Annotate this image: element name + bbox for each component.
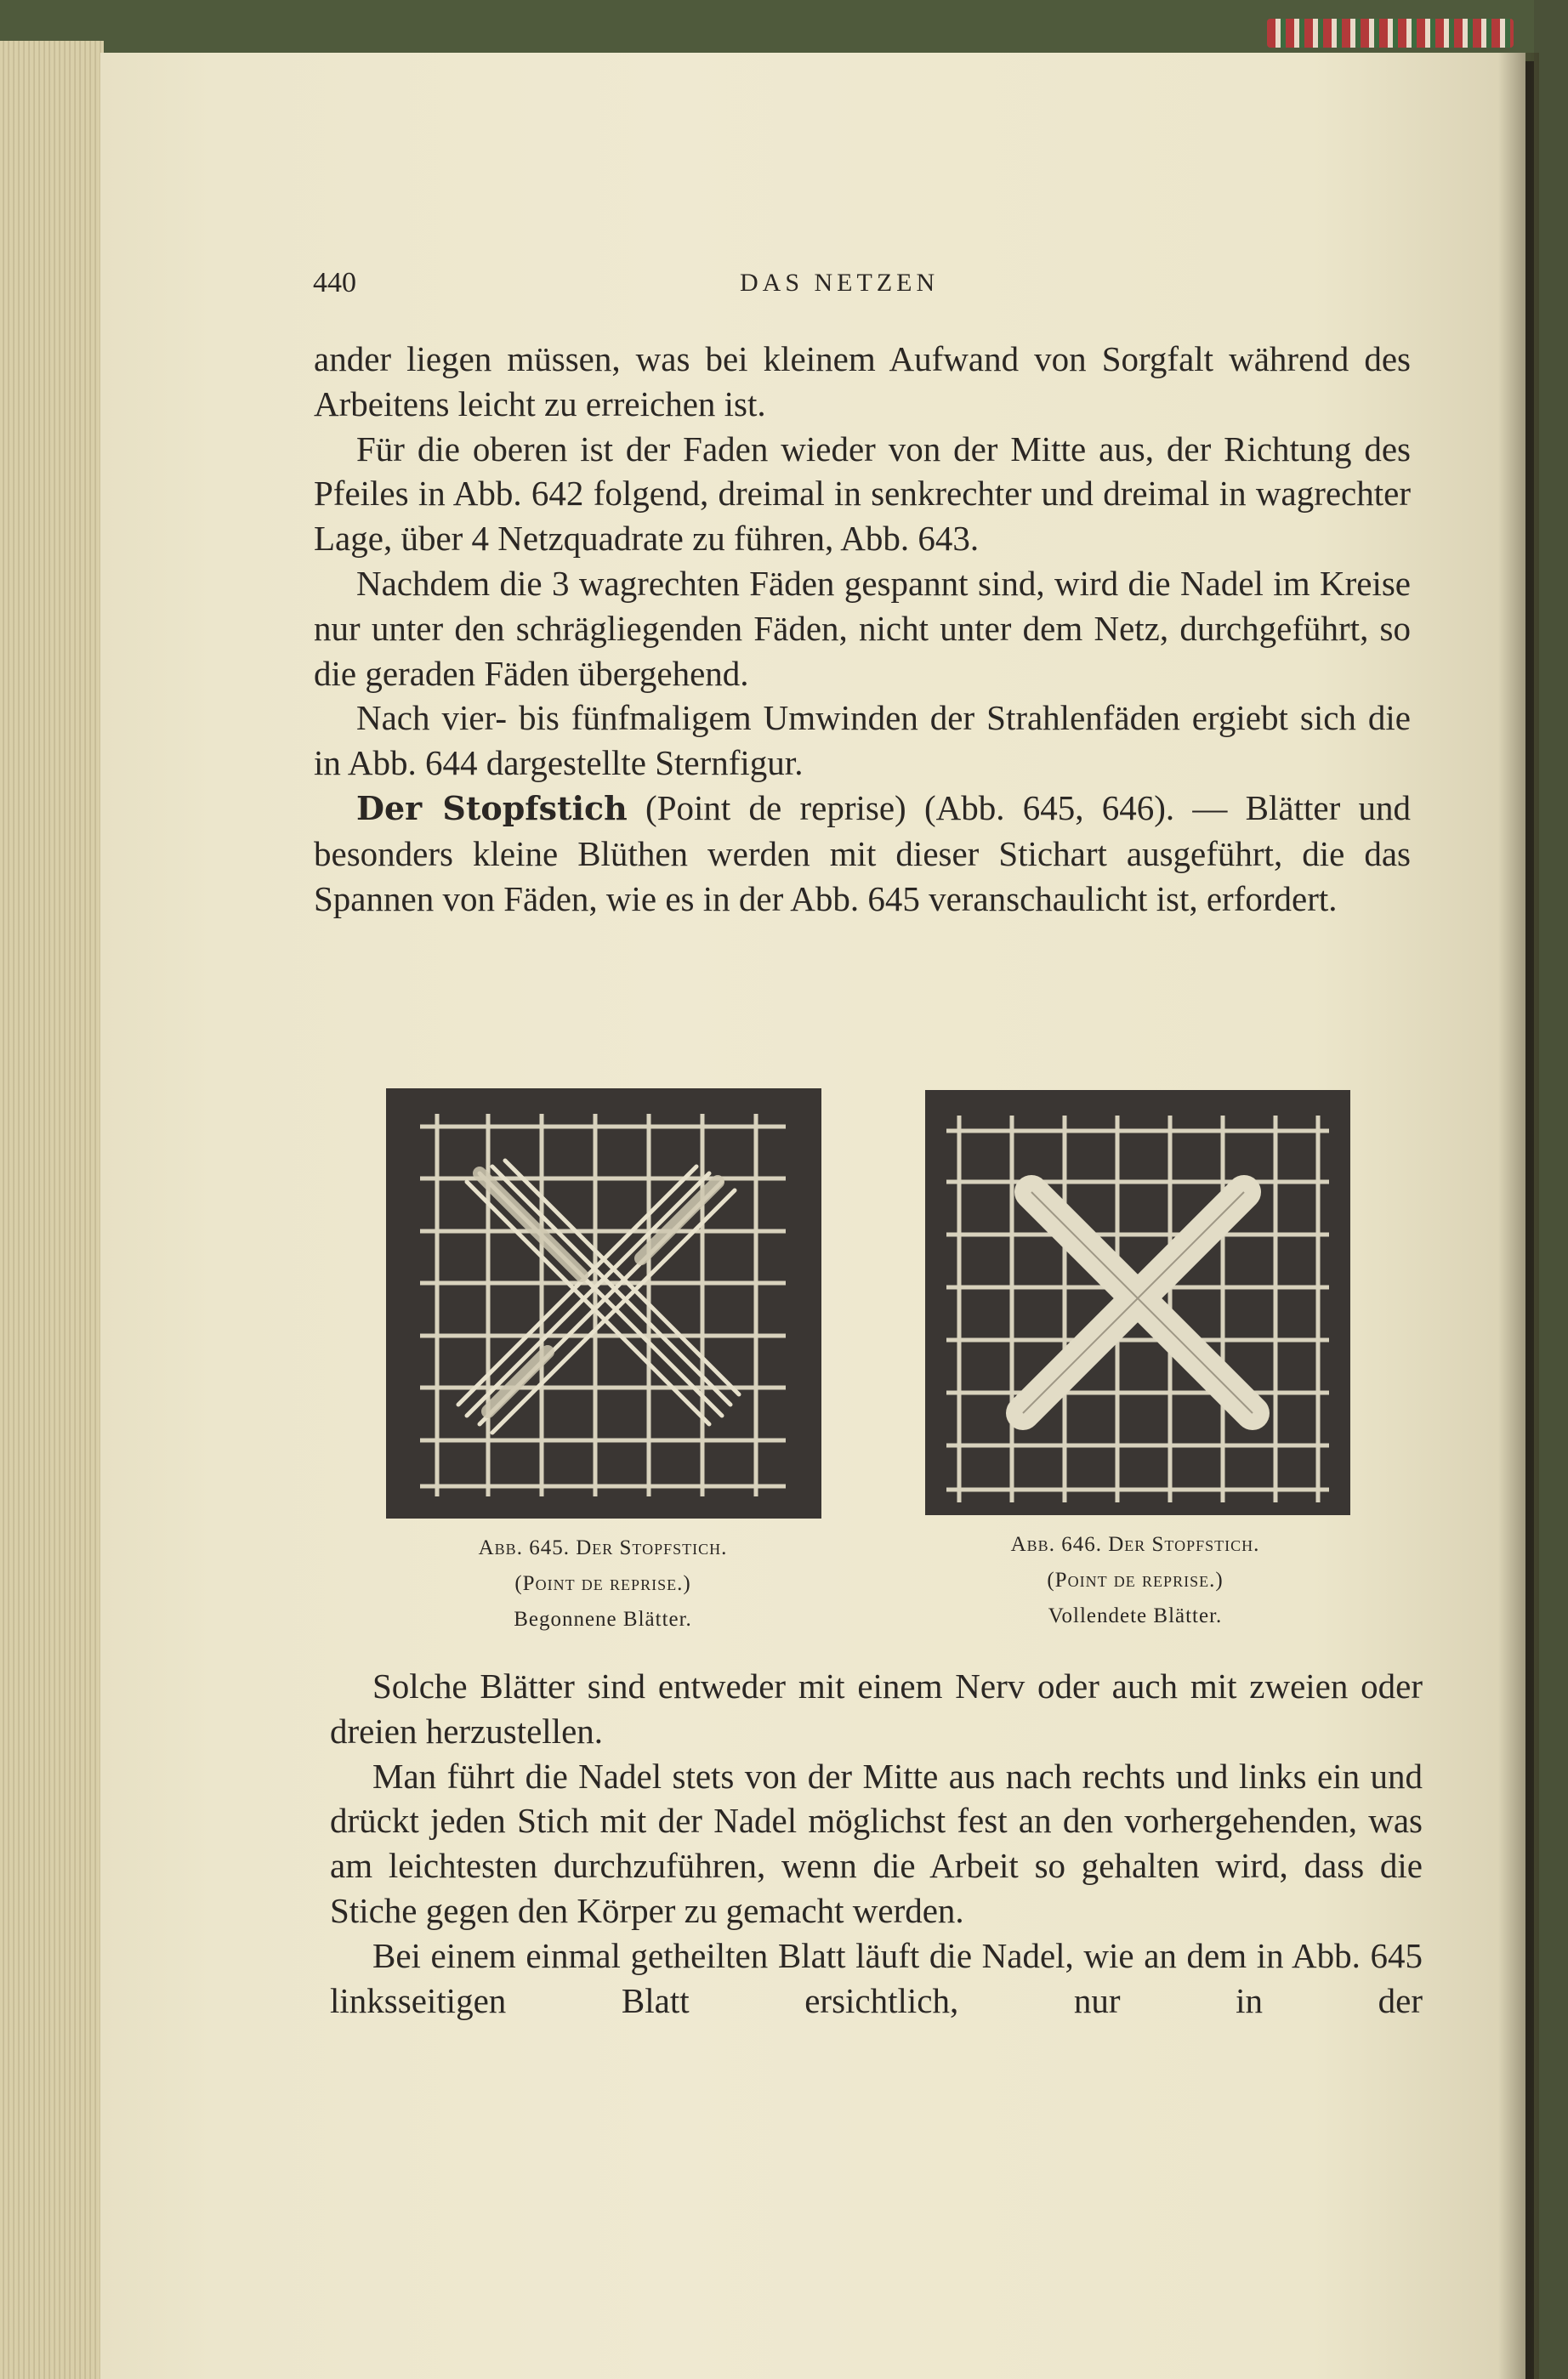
paragraph: ander liegen müssen, was bei kleinem Aufwand von Sorgfalt während des Arbeitens leicht zu erreichen ist.: [314, 339, 1411, 423]
gutter-shadow: [1498, 53, 1539, 2379]
caption-label: Abb. 645. Der Stopfstich.: [478, 1536, 728, 1559]
figure-645-illustration: [386, 1088, 821, 1519]
chapter-title: DAS NETZEN: [740, 269, 940, 297]
running-head: [313, 267, 1418, 301]
caption-sublabel: (Point de reprise.): [1047, 1569, 1224, 1592]
figure-646-caption: [901, 1527, 1369, 1634]
body-text-bottom: [330, 1664, 1423, 2023]
body-text-top: [314, 337, 1411, 921]
page-stack-edge: [0, 41, 104, 2379]
stopfstich-text: (Point de reprise) (Abb. 645, 646). — Blätter und besonders kleine Blüthen werden mit dieser Stichart ausgeführt, die das Spannen von Fäden, wie es in der Abb. 645 veranschaulicht ist, erfordert.: [314, 787, 1411, 918]
section-heading: Der Stopfstich: [356, 788, 628, 827]
caption-sublabel: (Point de reprise.): [514, 1572, 691, 1595]
bookmark-ribbon: [1267, 19, 1514, 48]
figure-645-caption: [369, 1530, 837, 1638]
paragraph: Für die oberen ist der Faden wieder von der Mitte aus, der Richtung des Pfeiles in Abb. 642 folgend, dreimal in senkrechter und dreimal in wagrechter Lage, über 4 Netzquadrate zu führen, Abb. 643.: [314, 429, 1411, 559]
paragraph: Nachdem die 3 wagrechten Fäden gespannt sind, wird die Nadel im Kreise nur unter den schrägliegenden Fäden, nicht unter dem Netz, durchgeführt, so die geraden Fäden übergehend.: [314, 563, 1411, 693]
caption-description: Begonnene Blätter.: [514, 1608, 692, 1631]
paragraph: Nach vier- bis fünfmaligem Umwinden der Strahlenfäden ergiebt sich die in Abb. 644 dargestellte Sternfigur.: [314, 698, 1411, 783]
figure-646-illustration: [925, 1090, 1350, 1515]
paragraph: Bei einem einmal getheilten Blatt läuft die Nadel, wie an dem in Abb. 645 linksseitigen Blatt ersichtlich, nur in der: [330, 1935, 1423, 2020]
page-number: 440: [313, 267, 356, 298]
net-grid-finished-leaves: [925, 1090, 1350, 1515]
stopfstich-paragraph: [314, 786, 1411, 921]
net-grid-begun-leaves: [386, 1088, 821, 1519]
caption-description: Vollendete Blätter.: [1048, 1604, 1223, 1627]
caption-label: Abb. 646. Der Stopfstich.: [1010, 1533, 1260, 1556]
paragraph: Solche Blätter sind entweder mit einem Nerv oder auch mit zweien oder dreien herzustellen.: [330, 1666, 1423, 1751]
paragraph: Man führt die Nadel stets von der Mitte aus nach rechts und links ein und drückt jeden Stich mit der Nadel möglichst fest an den vorhergehenden, was am leichtesten durchzuführen, wenn die Arbeit so gehalten wird, dass die Stiche gegen den Körper zu gemacht werden.: [330, 1756, 1423, 1930]
book-cover-right: [1534, 0, 1568, 2379]
